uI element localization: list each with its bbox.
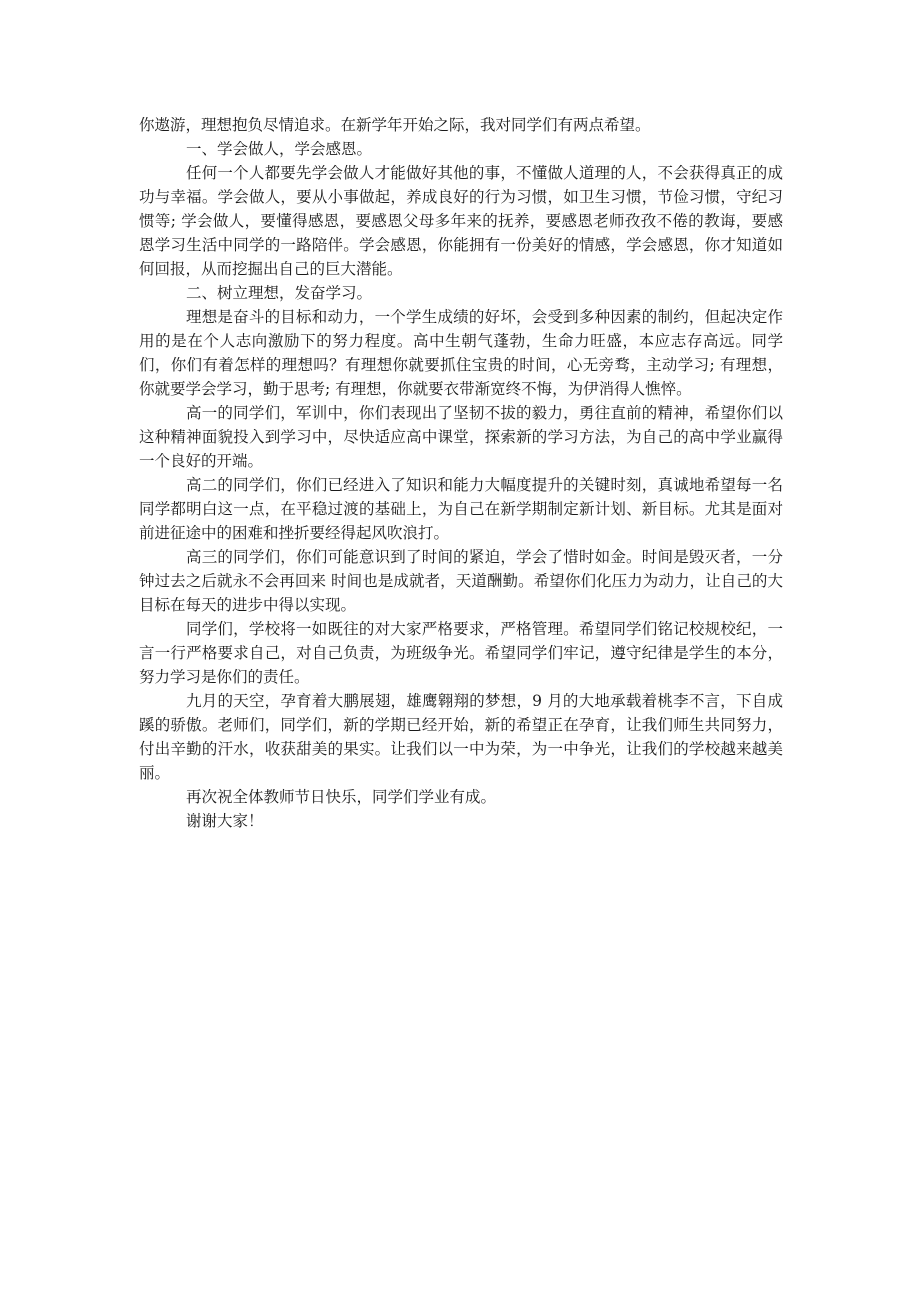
- paragraph-school-rules: 同学们，学校将一如既往的对大家严格要求，严格管理。希望同学们铭记校规校纪，一言一行严格要求自己，对自己负责，为班级争光。希望同学们牢记，遵守纪律是学生的本分，努力学习是你们的责任。: [139, 620, 783, 686]
- paragraph-ideals: 理想是奋斗的目标和动力，一个学生成绩的好坏，会受到多种因素的制约，但起决定作用的是在个人志向激励下的努力程度。高中生朝气蓬勃，生命力旺盛，本应志存高远。同学们，你们有着怎样的理想吗？有理想你就要抓住宝贵的时间，心无旁骛，主动学习; 有理想，你就要学会学习，勤于思考; 有理想，你就要衣带渐宽终不悔，为伊消得人憔悴。: [139, 308, 783, 398]
- paragraph-grade-three: 高三的同学们，你们可能意识到了时间的紧迫，学会了惜时如金。时间是毁灭者，一分钟过去之后就永不会再回来 时间也是成就者，天道酬勤。希望你们化压力为动力，让自己的大目标在每天的进步中得以实现。: [139, 548, 783, 614]
- heading-point-two: 二、树立理想，发奋学习。: [186, 284, 373, 302]
- heading-point-one: 一、学会做人，学会感恩。: [186, 140, 373, 158]
- document-body: [139, 113, 783, 833]
- paragraph-wishes: 再次祝全体教师节日快乐，同学们学业有成。: [186, 788, 497, 806]
- paragraph-grade-one: 高一的同学们，军训中，你们表现出了坚韧不拔的毅力，勇往直前的精神，希望你们以这种精神面貌投入到学习中，尽快适应高中课堂，探索新的学习方法，为自己的高中学业赢得一个良好的开端。: [139, 404, 783, 470]
- paragraph-grade-two: 高二的同学们，你们已经进入了知识和能力大幅度提升的关键时刻，真诚地希望每一名同学都明白这一点，在平稳过渡的基础上，为自己在新学期制定新计划、新目标。尤其是面对前进征途中的困难和挫折要经得起风吹浪打。: [139, 476, 783, 542]
- paragraph-thanks: 谢谢大家！: [186, 812, 264, 830]
- paragraph-opening: 你遨游，理想抱负尽情追求。在新学年开始之际，我对同学们有两点希望。: [139, 116, 651, 134]
- paragraph-september: 九月的天空，孕育着大鹏展翅，雄鹰翱翔的梦想，9 月的大地承载着桃李不言，下自成蹊的骄傲。老师们，同学们，新的学期已经开始，新的希望正在孕育，让我们师生共同努力，付出辛勤的汗水，收获甜美的果实。让我们以一中为荣，为一中争光，让我们的学校越来越美丽。: [139, 692, 783, 782]
- paragraph-gratitude: 任何一个人都要先学会做人才能做好其他的事，不懂做人道理的人，不会获得真正的成功与幸福。学会做人，要从小事做起，养成良好的行为习惯，如卫生习惯，节俭习惯，守纪习惯等; 学会做人，要懂得感恩，要感恩父母多年来的抚养，要感恩老师孜孜不倦的教诲，要感恩学习生活中同学的一路陪伴。学会感恩，你能拥有一份美好的情感，学会感恩，你才知道如何回报，从而挖掘出自己的巨大潜能。: [139, 164, 783, 278]
